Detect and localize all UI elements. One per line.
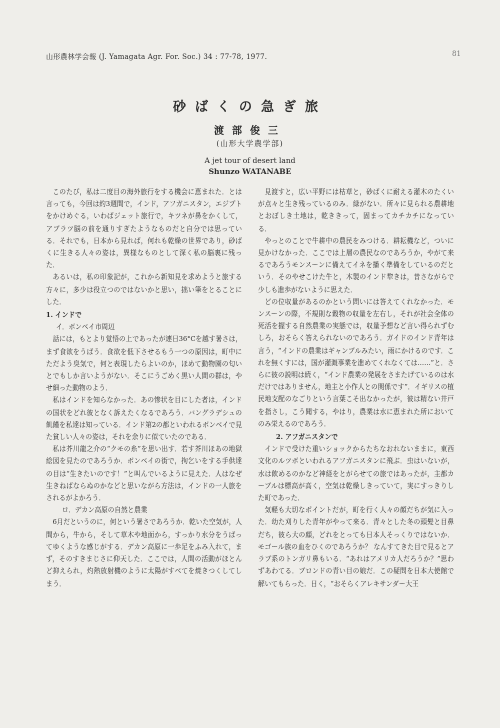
section-heading: 2. アフガニスタンで bbox=[276, 433, 338, 442]
paragraph: 私はインドを知らなかった．あの惨状を目にした者は，インドの国状をどれ彼となく訴えたくなるであろう．バングラデシュの飢饉を私達は知っている．インド第2の都といわれるボンベイで見た貧しい人々の姿は，それを余りに似ていたのである． bbox=[46, 396, 242, 442]
left-column bbox=[46, 186, 242, 590]
paragraph: 話には，もとより覚悟の上であったが連日36°Cを越す暑さは，まず食欲をうばう．食欲を低下させるもう一つの原因は，町中にただよう臭気で，何と表現したらよいのか，ほめて動物園の匂いとでもしか言いようがない．そこにうごめく黒い人間の群は，やせ細った動物のよう． bbox=[46, 335, 242, 393]
paragraph: やっとのことで牛耕中の農民をみつける．耕耘機など，ついに見かけなかった．ここでは上層の農民なのであろうか，やがて来るであろうモンスーンに備えてイネを播く準備をしているのだという．そのやせこけた牛と，木製のインド犂きは，昔さながらで少しも進歩がないように思えた． bbox=[258, 236, 454, 294]
paragraph: 見渡すと，広い平野には枯草と，砂ばくに耐える灌木のたくいが点々と生き残っているのみ．緑がない．所々に見られる農耕地とおぼしき土地は，乾ききって，固まってカチカチになっている． bbox=[258, 188, 454, 233]
author-affiliation: (山形大学農学部) bbox=[216, 139, 284, 148]
subsection-heading: イ．ボンベイ市周辺 bbox=[56, 323, 115, 332]
paragraph: 6月だというのに，何という暑さであろうか．乾いた空気が，人間から，牛から，そして草木や地面から，すっかり水分をうばってゆくような感じがする．デカン高原に一歩足をふみ入れて，まず，そのすきまじさに仰天した．ここでは，人間の活動がほとんど抑えられ，灼熱放射機のように太陽がすべてを焼きつくしてしまう． bbox=[46, 518, 242, 588]
subsection-heading: ロ．デカン高原の自然と農業 bbox=[62, 506, 148, 515]
paragraph: どの位収量があるのかという問いには答えてくれなかった．モンスーンの際，不規則な穀物の収量を左右し，それが社会全体の死活を握する自然農業の実態では，収量予想など言い得られずむしろ，おそらく答えられないのであろう．ガイドのインド青年は言う，“インドの農業はギャンブルみたい，雨にかけるのです．これを無くすには，国が灌漑事業を進めてくれなくては……”と．さらに彼の説明は続く，“インド農業の発展をさまたげているのは水だけではありません，地主と小作人との関係です”．イギリスの植民地支配のなごりという言葉こそ出なかったが，彼は精ない井戸を指さし，こう聞する，やはり，農業は水に恵まれた所においてのみ栄えるのであろう． bbox=[258, 297, 454, 428]
section-heading: 1. インドで bbox=[46, 311, 82, 320]
paragraph: 私は芥川龍之介の“クモの糸”を思い出す．若す芥川ほあの地獄絵図を見たのであろうか．ボンベイの街で，拘乞いをする手供達の目は“生きたいのです！”と叫んでいるように見えた．人はなぜ生きねばならぬのかなどと思いながら方法は，インドの一人旅をされるがよかろう． bbox=[46, 445, 242, 503]
author-name-en: Shunzo WATANABE bbox=[208, 167, 292, 176]
paragraph: あるいは，私の印象記が，これから新知見を求めようと旅する方々に，多少は役立つのではないかと思い，拙い筆をとることにした． bbox=[46, 273, 242, 306]
paragraph: このたび，私は二度目の海外旅行をする機会に恵まれた．とは言っても，今回は約3週間で，インド，アフガニスタン，エジプトをかけめぐる，いわばジェット旅行で，キツネが鼻をかくして，アブラツ脳の前を通りすぎたようなものだと自分では思っている．それでも，日本から見れば，何れも乾燥の世界であり，砂ばくに生きる人々の姿は，異様なものとして深く私の脳裏に残った． bbox=[46, 188, 242, 270]
paragraph: インドで受けた重いショックからたちなおれないままに，東西文化のルツボといわれるアフガニスタンに飛ぶ．虫はいないが，水は飲めるのかなど神経をとがらせての旅ではあったが，主都カーブルは標高が高く，空気は乾燥しきっていて，実にすっきりした町であった． bbox=[258, 445, 454, 503]
article-title: 砂ばくの急ぎ旅 bbox=[172, 100, 327, 115]
right-column bbox=[258, 186, 454, 590]
author-name-jp: 渡部俊三 bbox=[214, 126, 286, 137]
article-title-en: A jet tour of desert land bbox=[204, 156, 296, 165]
journal-header: 山形農林学会報 (J. Yamagata Agr. For. Soc.) 34 : 77-78, 1977. bbox=[46, 53, 268, 61]
page-number: 81 bbox=[452, 50, 461, 58]
paragraph: 気軽も大切なポイントだが，町を行く人々の顔だちが気に入った．幼た刈りした青年がやって来る．青々とした冬の頭髪と目鼻だち，彼ら大の顔，どれをとっても日本人そっくりではないか．モゴール族の血をひくのであろうか？ なんすてきた目で見るとアラブ系のトンガリ鼻もいる．“あれはアメリカ人だろうか？”思わずあわてる．ブロンドの青い目の娘だ．この疑問を日本大使館で解いてもらった．日く，“おそらくアレキサンダー大王 bbox=[258, 506, 454, 588]
